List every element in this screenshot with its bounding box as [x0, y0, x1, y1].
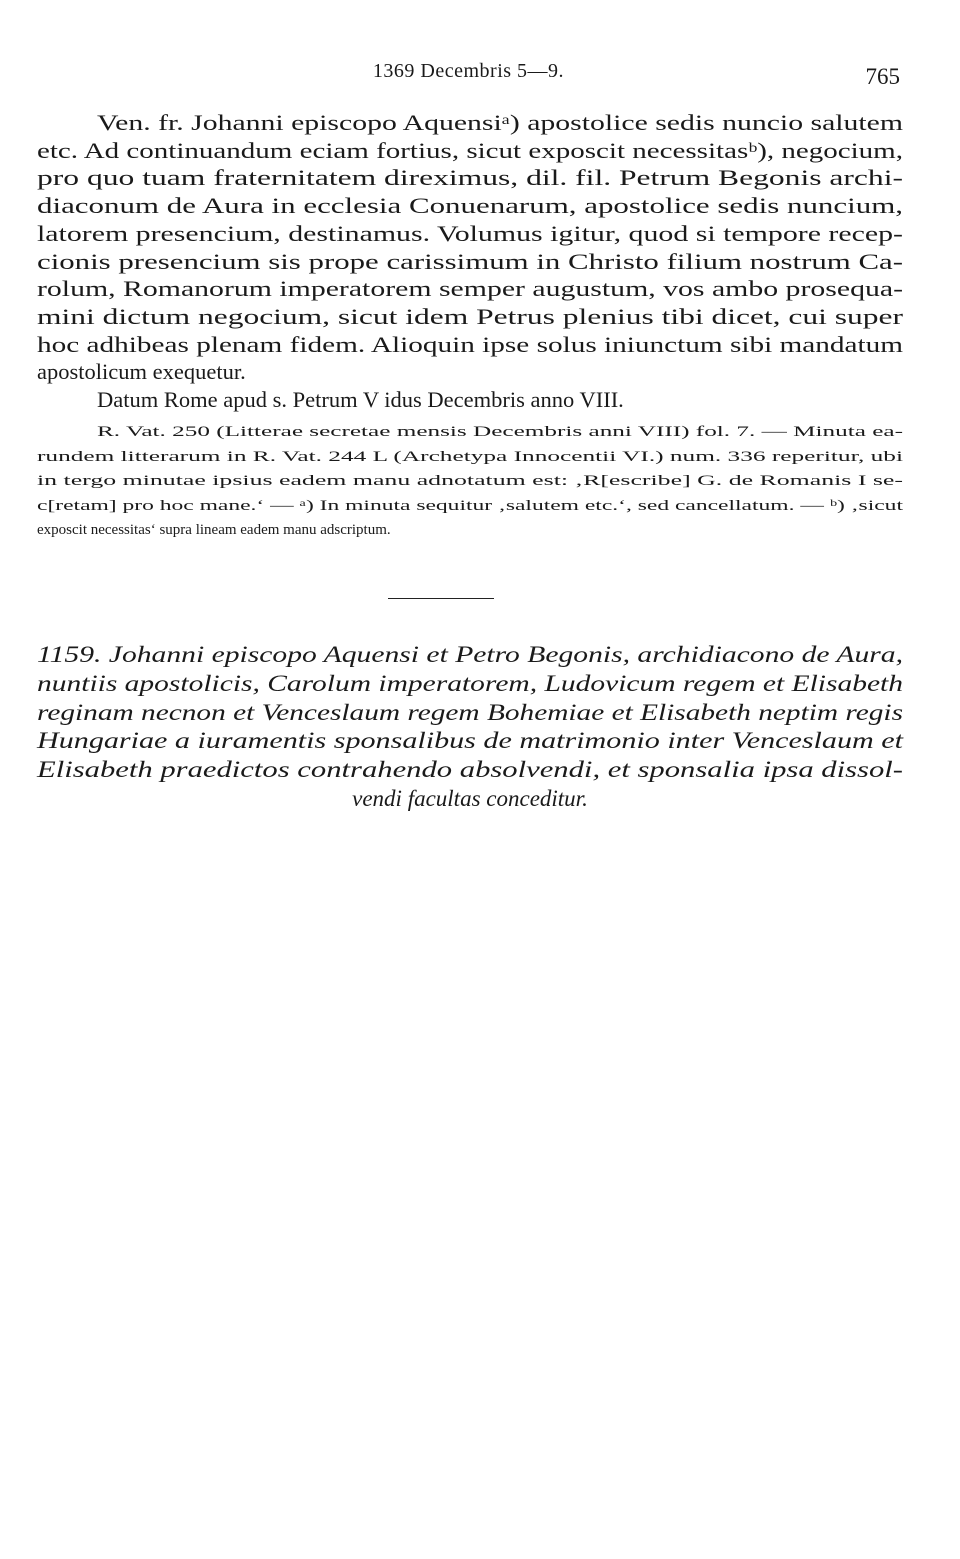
footnote-line — [37, 473, 903, 490]
letter-1-line-text: Ven. fr. Johanni episcopo Aquensiᵃ) apostolice sedis nuncio salutem — [97, 110, 903, 135]
letter-1-line — [37, 332, 903, 358]
rubric-line-text: vendi facultas conceditur. — [352, 786, 588, 811]
page-number: 765 — [865, 64, 900, 89]
rubric-line — [37, 757, 903, 783]
letter-1-line-text: Datum Rome apud s. Petrum V idus Decembris anno VIII. — [97, 387, 624, 412]
rubric-line — [37, 642, 903, 668]
rubric-line-text: nuntiis apostolicis, Carolum imperatorem, Ludovicum regem et Elisabeth — [37, 670, 903, 696]
rubric-line — [37, 700, 903, 726]
footnote-line — [37, 449, 903, 466]
letter-1-line — [37, 387, 903, 413]
letter-1-line-text: rolum, Romanorum imperatorem semper augustum, vos ambo prosequa- — [37, 276, 903, 302]
footnote-line-text: rundem litterarum in R. Vat. 244 L (Archetypa Innocentii VI.) num. 336 reperitur, ubi — [37, 448, 903, 465]
letter-1-line — [37, 304, 903, 330]
rubric-line — [37, 786, 903, 812]
letter-1-line — [37, 276, 903, 302]
footnote-line — [37, 522, 903, 539]
letter-1-line — [37, 359, 903, 385]
running-header — [37, 60, 900, 90]
letter-1-line — [37, 110, 903, 136]
rubric-line — [37, 728, 903, 754]
footnote-line — [37, 498, 903, 515]
letter-1-line — [37, 221, 903, 247]
letter-1-line-text: etc. Ad continuandum eciam fortius, sicut exposcit necessitasᵇ), negocium, — [37, 137, 903, 163]
letter-1-line-text: pro quo tuam fraternitatem direximus, dil. fil. Petrum Begonis archi- — [37, 165, 903, 191]
rubric-line-text: Hungariae a iuramentis sponsalibus de matrimonio inter Venceslaum et — [37, 728, 903, 754]
running-title: 1369 Decembris 5—9. — [372, 60, 565, 82]
letter-1-line-text: hoc adhibeas plenam fidem. Alioquin ipse solus iniunctum sibi mandatum — [37, 331, 903, 357]
letter-1-line — [37, 193, 903, 219]
footnote-line-text: R. Vat. 250 (Litterae secretae mensis Decembris anni VIII) fol. 7. — Minuta ea- — [97, 424, 903, 440]
section-divider — [388, 598, 494, 599]
footnote-line-text: exposcit necessitas‘ supra lineam eadem manu adscriptum. — [37, 522, 391, 538]
letter-1-line-text: latorem presencium, destinamus. Volumus igitur, quod si tempore recep- — [37, 220, 903, 246]
letter-1-line-text: diaconum de Aura in ecclesia Conuenarum, apostolice sedis nuncium, — [37, 193, 903, 219]
footnote-line-text: c[retam] pro hoc mane.‘ — ᵃ) In minuta sequitur ‚salutem etc.‘, sed cancellatum. — ᵇ) ‚sicut — [37, 497, 903, 514]
footnote-line-text: in tergo minutae ipsius eadem manu adnotatum est: ‚R[escribe] G. de Romanis I se- — [37, 473, 903, 489]
rubric-line-text: reginam necnon et Venceslaum regem Bohemiae et Elisabeth neptim regis — [37, 699, 903, 725]
rubric-line — [37, 671, 903, 697]
letter-1-line-text: cionis presencium sis prope carissimum in Christo filium nostrum Ca- — [37, 248, 903, 274]
letter-1-line-text: mini dictum negocium, sicut idem Petrus plenius tibi dicet, cui super — [37, 303, 903, 329]
rubric-line-text: Elisabeth praedictos contrahendo absolvendi, et sponsalia ipsa dissol- — [37, 757, 903, 783]
letter-1-line-text: apostolicum exequetur. — [37, 359, 246, 385]
footnote-line — [37, 424, 903, 441]
letter-1-line — [37, 249, 903, 275]
rubric-line-text: 1159. Johanni episcopo Aquensi et Petro Begonis, archidiacono de Aura, — [37, 642, 904, 667]
letter-1-line — [37, 165, 903, 191]
letter-1-line — [37, 138, 903, 164]
